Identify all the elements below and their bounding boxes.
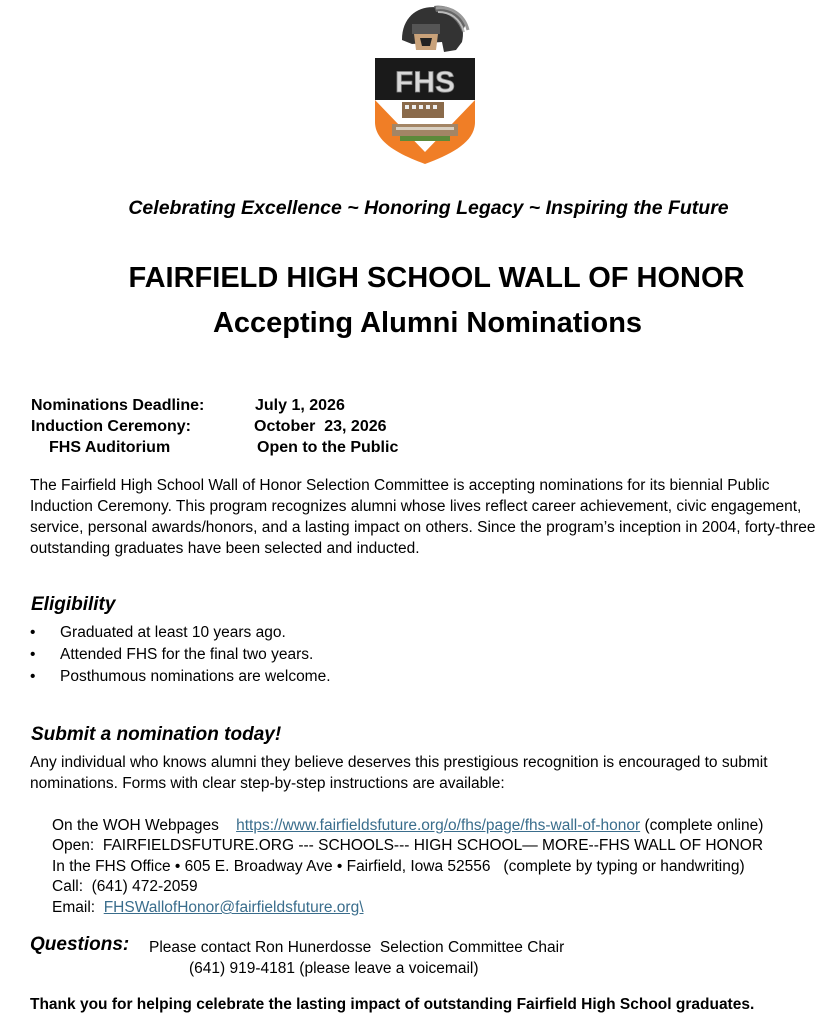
list-item: • Posthumous nominations are welcome.	[30, 666, 331, 688]
office-line: In the FHS Office • 605 E. Broadway Ave • Fairfield, Iowa 52556 (complete by typing or handwriting)	[52, 858, 745, 875]
thank-you-note: Thank you for helping celebrate the lasting impact of outstanding Fairfield High School graduates.	[30, 996, 755, 1013]
questions-contact: Please contact Ron Hunerdosse Selection Committee Chair	[149, 939, 565, 956]
venue: FHS Auditorium	[49, 439, 171, 456]
svg-text:FHS: FHS	[395, 66, 455, 99]
web-prefix: On the WOH Webpages	[52, 817, 219, 834]
submit-heading: Submit a nomination today!	[31, 724, 282, 745]
email-line	[52, 898, 364, 919]
tagline: Celebrating Excellence ~ Honoring Legacy ~ Inspiring the Future	[128, 197, 729, 219]
list-item: • Graduated at least 10 years ago.	[30, 622, 331, 644]
web-link[interactable]: https://www.fairfieldsfuture.org/o/fhs/page/fhs-wall-of-honor	[236, 817, 641, 834]
email-prefix: Email:	[52, 899, 96, 916]
school-logo	[372, 2, 478, 170]
web-line	[52, 816, 763, 837]
trojan-shield-icon	[372, 2, 478, 170]
ceremony-label: Induction Ceremony:	[31, 418, 192, 435]
call-line: Call: (641) 472-2059	[52, 878, 198, 895]
venue-note: Open to the Public	[257, 439, 399, 456]
questions-phone: (641) 919-4181 (please leave a voicemail)	[189, 960, 479, 977]
submit-paragraph: Any individual who knows alumni they believe deserves this prestigious recognition is encouraged to submit nominations. Forms with clear step-by-step instructions are available:	[30, 754, 768, 792]
open-line: Open: FAIRFIELDSFUTURE.ORG --- SCHOOLS--- HIGH SCHOOL— MORE--FHS WALL OF HONOR	[52, 837, 764, 854]
page-subtitle: Accepting Alumni Nominations	[212, 307, 643, 339]
email-link[interactable]: FHSWallofHonor@fairfieldsfuture.org\	[103, 899, 364, 916]
web-suffix: (complete online)	[644, 817, 764, 834]
deadline-label: Nominations Deadline:	[31, 397, 205, 414]
ceremony-value: October 23, 2026	[254, 418, 387, 435]
questions-label: Questions:	[30, 934, 130, 955]
page-title: FAIRFIELD HIGH SCHOOL WALL OF HONOR	[128, 262, 745, 294]
list-item: • Attended FHS for the final two years.	[30, 644, 331, 666]
deadline-value: July 1, 2026	[255, 397, 345, 414]
eligibility-heading: Eligibility	[31, 594, 116, 615]
intro-paragraph: The Fairfield High School Wall of Honor Selection Committee is accepting nominations for its biennial Public Induction Ceremony. This program recognizes alumni whose lives reflect career achievement, civic engagement, service, personal awards/honors, and a lasting impact on others. Since the program’s inception in 2004, forty-three outstanding graduates have been selected and inducted.	[30, 477, 816, 557]
eligibility-list	[30, 622, 331, 688]
